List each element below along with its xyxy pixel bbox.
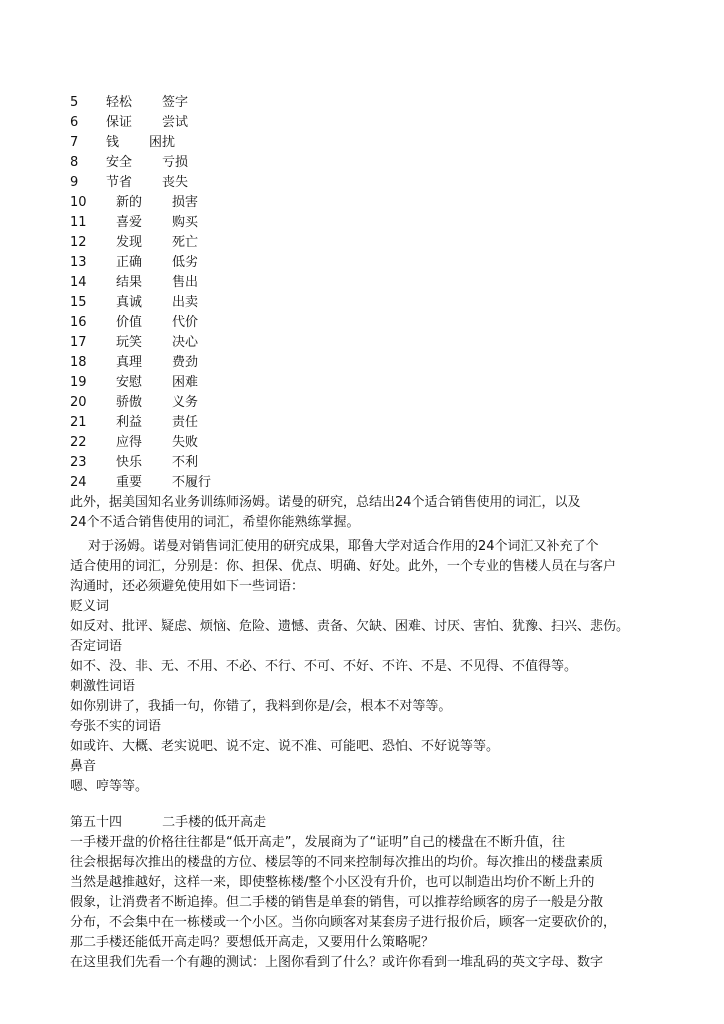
chapter-paragraph-line: 当然是越推越好，这样一来，即使整栋楼/整个小区没有升价，也可以制造出均价不断上升的 <box>70 875 595 890</box>
section-heading: 贬义词 <box>70 599 110 614</box>
positive-word: 真诚 <box>116 295 143 310</box>
negative-word: 失败 <box>172 435 199 450</box>
negative-word: 义务 <box>172 395 199 410</box>
row-number: 13 <box>70 255 87 270</box>
negative-word: 亏损 <box>162 155 189 170</box>
positive-word: 应得 <box>116 435 143 450</box>
chapter-paragraph-line: 那二手楼还能低开高走吗？要想低开高走，又要用什么策略呢？ <box>70 935 435 950</box>
paragraph-line: 如不、没、非、无、不用、不必、不行、不可、不好、不许、不是、不见得、不值得等。 <box>70 659 578 674</box>
row-number: 22 <box>70 435 87 450</box>
negative-word: 费劲 <box>172 355 199 370</box>
chapter-paragraph-line: 往会根据每次推出的楼盘的方位、楼层等的不同来控制每次推出的均价。每次推出的楼盘素质 <box>70 855 604 870</box>
paragraph-line: 此外，据美国知名业务训练师汤姆。诺曼的研究，总结出24个适合销售使用的词汇，以及 <box>70 495 581 510</box>
negative-word: 困难 <box>172 375 199 390</box>
positive-word: 钱 <box>106 135 120 150</box>
positive-word: 利益 <box>116 415 143 430</box>
positive-word: 新的 <box>116 195 143 210</box>
row-number: 21 <box>70 415 87 430</box>
paragraph-line: 对于汤姆。诺曼对销售词汇使用的研究成果，耶鲁大学对适合作用的24个词汇又补充了个 <box>88 539 599 554</box>
chapter-paragraph-line: 在这里我们先看一个有趣的测试：上图你看到了什么？或许你看到一堆乱码的英文字母、数字 <box>70 955 604 970</box>
paragraph-line: 如或许、大概、老实说吧、说不定、说不准、可能吧、恐怕、不好说等等。 <box>70 739 500 754</box>
row-number: 11 <box>70 215 87 230</box>
chapter-paragraph-line: 一手楼开盘的价格往往都是“低开高走”，发展商为了“证明”自己的楼盘在不断升值，往 <box>70 835 565 850</box>
negative-word: 损害 <box>172 195 199 210</box>
row-number: 12 <box>70 235 87 250</box>
row-number: 16 <box>70 315 87 330</box>
negative-word: 不履行 <box>172 475 212 490</box>
row-number: 18 <box>70 355 87 370</box>
negative-word: 决心 <box>172 335 199 350</box>
negative-word: 购买 <box>172 215 199 230</box>
negative-word: 尝试 <box>162 115 189 130</box>
paragraph-line: 如反对、批评、疑虑、烦恼、危险、遗憾、责备、欠缺、困难、讨厌、害怕、犹豫、扫兴、悲伤。 <box>70 619 630 634</box>
row-number: 19 <box>70 375 87 390</box>
positive-word: 喜爱 <box>116 215 143 230</box>
row-number: 14 <box>70 275 87 290</box>
positive-word: 轻松 <box>106 95 133 110</box>
negative-word: 签字 <box>162 95 189 110</box>
row-number: 17 <box>70 335 87 350</box>
row-number: 23 <box>70 455 87 470</box>
negative-word: 困扰 <box>149 135 176 150</box>
row-number: 10 <box>70 195 87 210</box>
row-number: 8 <box>70 155 79 170</box>
positive-word: 安全 <box>106 155 133 170</box>
section-heading: 鼻音 <box>70 759 97 774</box>
row-number: 15 <box>70 295 87 310</box>
negative-word: 不利 <box>172 455 199 470</box>
positive-word: 结果 <box>116 275 143 290</box>
row-number: 6 <box>70 115 79 130</box>
negative-word: 出卖 <box>172 295 199 310</box>
row-number: 20 <box>70 395 87 410</box>
paragraph-line: 24个不适合销售使用的词汇，希望你能熟练掌握。 <box>70 515 360 530</box>
negative-word: 代价 <box>172 315 199 330</box>
row-number: 9 <box>70 175 79 190</box>
chapter-paragraph-line: 假象，让消费者不断追捧。但二手楼的销售是单套的销售，可以推荐给顾客的房子一般是分散 <box>70 895 604 910</box>
positive-word: 安慰 <box>116 375 143 390</box>
paragraph-line: 适合使用的词汇，分别是：你、担保、优点、明确、好处。此外，一个专业的售楼人员在与客户 <box>70 559 617 574</box>
positive-word: 真理 <box>116 355 143 370</box>
positive-word: 保证 <box>106 115 133 130</box>
chapter-heading <box>70 813 266 833</box>
section-heading: 否定词语 <box>70 639 123 654</box>
negative-word: 售出 <box>172 275 199 290</box>
positive-word: 价值 <box>116 315 143 330</box>
negative-word: 丧失 <box>162 175 189 190</box>
negative-word: 责任 <box>172 415 199 430</box>
positive-word: 重要 <box>116 475 143 490</box>
paragraph-line: 嗯、哼等等。 <box>70 779 149 794</box>
chapter-title: 二手楼的低开高走 <box>162 815 267 830</box>
positive-word: 玩笑 <box>116 335 143 350</box>
paragraph-line: 如你别讲了，我插一句，你错了，我料到你是/会，根本不对等等。 <box>70 699 452 714</box>
chapter-number: 第五十四 <box>70 815 123 830</box>
row-number: 24 <box>70 475 87 490</box>
positive-word: 节省 <box>106 175 133 190</box>
negative-word: 低劣 <box>172 255 199 270</box>
section-heading: 刺激性词语 <box>70 679 136 694</box>
section-heading: 夸张不实的词语 <box>70 719 162 734</box>
positive-word: 快乐 <box>116 455 143 470</box>
positive-word: 正确 <box>116 255 143 270</box>
negative-word: 死亡 <box>172 235 199 250</box>
paragraph-line: 沟通时，还必须避免使用如下一些词语： <box>70 579 305 594</box>
row-number: 5 <box>70 95 79 110</box>
positive-word: 骄傲 <box>116 395 143 410</box>
row-number: 7 <box>70 135 79 150</box>
chapter-paragraph-line: 分布，不会集中在一栋楼或一个小区。当你向顾客对某套房子进行报价后，顾客一定要砍价的， <box>70 915 617 930</box>
positive-word: 发现 <box>116 235 143 250</box>
